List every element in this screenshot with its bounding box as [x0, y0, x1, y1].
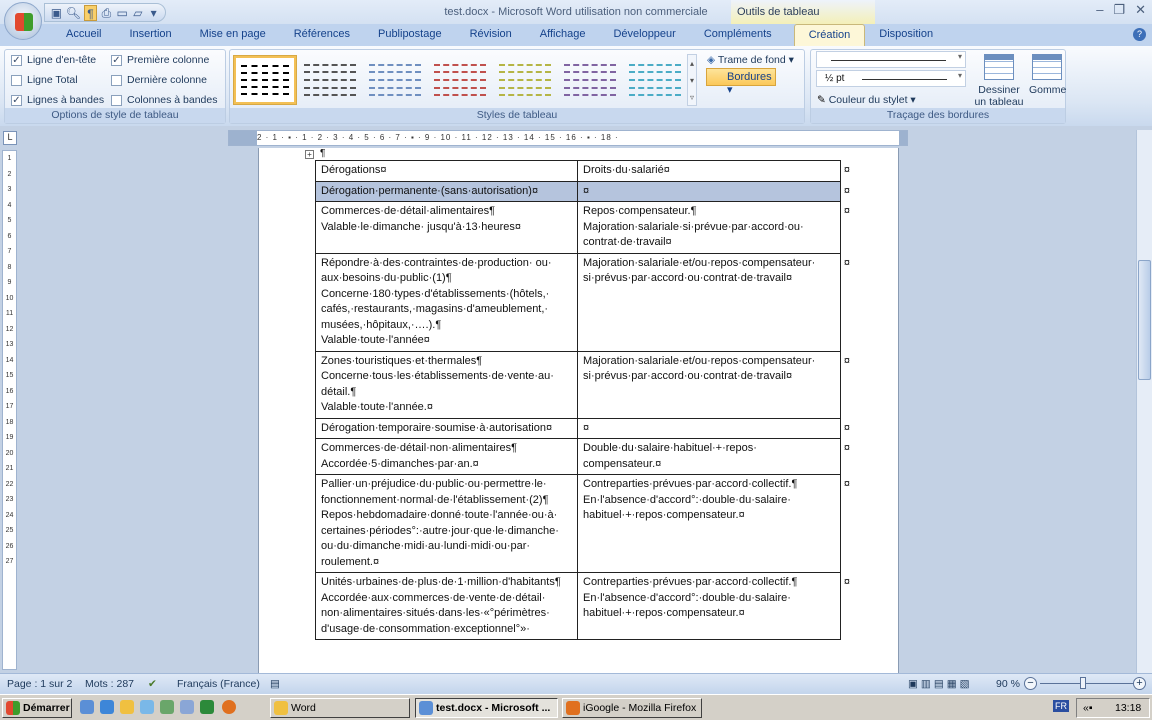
derogation-cell[interactable]	[316, 202, 578, 254]
cell-line: ¤	[583, 184, 590, 197]
proofing-icon[interactable]: ✔	[148, 678, 157, 690]
word-icon[interactable]	[180, 700, 194, 714]
cell-line: Droits·du·salarié¤	[583, 164, 670, 176]
tab-3[interactable]: Références	[293, 28, 350, 40]
derogation-cell[interactable]	[316, 253, 578, 351]
group-table-style-options	[4, 49, 226, 124]
checkbox-label: Première colonne	[127, 54, 210, 66]
ruler-tick: 22	[5, 480, 14, 488]
windows-logo-icon	[6, 701, 20, 715]
tab-7[interactable]: Développeur	[613, 28, 676, 40]
checkbox-option[interactable]	[111, 74, 207, 86]
checkbox[interactable]	[111, 95, 122, 106]
cell-line: En·l'absence·d'accord°:·double·du·salaire·	[583, 591, 791, 604]
start-button[interactable]: Démarrer	[2, 698, 72, 718]
row-end-mark: ¤	[843, 205, 850, 217]
tab-6[interactable]: Affichage	[539, 28, 586, 40]
tab-5[interactable]: Révision	[469, 28, 512, 40]
cell-line: Commerces·de·détail·alimentaires¶	[321, 205, 496, 217]
cell-line: En·l'absence·d'accord°:·double·du·salaire·	[583, 493, 791, 506]
checkbox[interactable]: ✓	[12, 54, 21, 66]
cell-line: Commerces·de·détail·non·alimentaires¶	[321, 442, 518, 454]
zoom-slider-thumb[interactable]	[1080, 677, 1086, 689]
tab-8[interactable]: Compléments	[703, 28, 772, 40]
ruler-tick: 5	[7, 217, 12, 224]
checkbox-option[interactable]	[11, 74, 78, 86]
cell-line: Majoration·salariale·et/ou·repos·compensateur·	[583, 256, 816, 269]
excel-icon[interactable]	[200, 700, 214, 714]
ruler-tick: 9	[7, 279, 12, 286]
status-bar	[0, 673, 1152, 694]
rights-cell[interactable]	[578, 475, 850, 573]
checkbox-label: Dernière colonne	[127, 74, 207, 86]
table-row[interactable]	[316, 418, 841, 439]
messenger-icon[interactable]	[160, 700, 174, 714]
line-weight-select[interactable]: ½ pt ▾	[816, 70, 966, 87]
ruler-tick: 18	[5, 418, 14, 426]
row-end-mark: ¤	[843, 256, 850, 269]
document-table[interactable]	[315, 160, 850, 640]
tab-4[interactable]: Publipostage	[377, 28, 442, 40]
cell-line: Repos·hebdomadaire·donné·toute·l'année·ou·à·	[321, 509, 558, 521]
app-icon	[274, 701, 288, 715]
ruler-tick: 27	[5, 558, 14, 565]
checkbox-label: Lignes à bandes	[27, 94, 105, 106]
ruler-tick: 7	[7, 248, 12, 255]
tab-2[interactable]: Mise en page	[199, 28, 266, 40]
row-end-mark: ¤	[843, 478, 850, 490]
zoom-level[interactable]: 90 %	[996, 678, 1020, 690]
ruler-tick: 11	[5, 310, 14, 317]
ruler-tick: 14	[5, 356, 14, 364]
checkbox-label: Ligne d'en-tête	[27, 54, 97, 66]
ruler-tick: 10	[5, 294, 14, 302]
ruler-tick: 12	[5, 325, 14, 333]
cell-line: Valable·le·dimanche· jusqu'à·13·heures¤	[321, 220, 522, 233]
checkbox[interactable]	[11, 75, 22, 86]
cell-line: Accordée·5·dimanches·par·an.¤	[321, 457, 479, 470]
office-logo-icon	[15, 13, 33, 31]
restore-icon[interactable]: ❐	[1113, 2, 1126, 17]
cell-line: cafés,·restaurants,·magasins·d'ameublement,·	[321, 303, 549, 315]
table-style-swatch[interactable]	[299, 56, 361, 104]
ruler-tick: 21	[5, 465, 14, 472]
paint-bucket-icon: ◈	[707, 54, 718, 66]
cell-line: détail.¶	[321, 385, 357, 398]
table-style-swatch[interactable]	[559, 56, 621, 104]
pen-icon: ✎	[817, 94, 829, 106]
ruler-tick: 17	[5, 403, 14, 410]
clock: 13:18	[1115, 702, 1142, 714]
rights-cell[interactable]	[578, 253, 850, 351]
cell-line: fonctionnement·normal·de·l'établissement·(2)¶	[321, 493, 549, 506]
taskbar	[0, 694, 1152, 720]
zoom-slider[interactable]	[1040, 683, 1136, 684]
table-row[interactable]	[316, 161, 841, 182]
cell-line: non·alimentaires·situés·dans·les·«°périmètres·	[321, 607, 550, 619]
table-move-handle[interactable]: +	[305, 150, 314, 159]
table-style-swatch[interactable]	[234, 56, 296, 104]
cell-line: habituel·+·repos·compensateur.¤	[583, 509, 745, 521]
group-table-styles	[229, 49, 805, 124]
tab-9[interactable]: Création	[794, 24, 866, 46]
eraser-icon	[1032, 54, 1062, 80]
row-end-mark: ¤	[843, 421, 850, 434]
pen-color-button[interactable]: ✎ Couleur du stylet ▾	[817, 94, 916, 106]
save-icon[interactable]: ▣	[50, 6, 63, 20]
ruler-toggle[interactable]: L	[3, 131, 17, 145]
cell-line: Repos·compensateur.¶	[583, 205, 697, 217]
table-row[interactable]	[316, 351, 841, 418]
customize-qat-icon[interactable]: ▾	[150, 6, 157, 20]
scrollbar-thumb[interactable]	[1138, 260, 1151, 380]
derogation-cell[interactable]	[316, 439, 578, 475]
cell-line: d'usage·de·consommation·exceptionnel°»·	[321, 622, 530, 635]
ruler-tick: 19	[5, 434, 14, 441]
cell-line: si·prévus·par·accord·ou·contrat·de·travail¤	[583, 370, 793, 382]
desktop-icon[interactable]	[80, 700, 94, 714]
vertical-scrollbar[interactable]	[1136, 130, 1152, 673]
view-buttons[interactable]: ▣▥▤▦▧	[908, 678, 973, 690]
word-count[interactable]: Mots : 287	[85, 678, 135, 690]
table-row[interactable]	[316, 181, 841, 202]
ruler-tick: 8	[7, 263, 12, 271]
cell-line: Répondre·à·des·contraintes·de·production· ou·	[321, 256, 552, 269]
table-style-swatch[interactable]	[624, 56, 686, 104]
derogation-cell[interactable]	[316, 161, 578, 182]
borders-button[interactable]: Bordures ▾	[706, 68, 776, 86]
row-end-mark: ¤	[843, 442, 850, 454]
macro-icon[interactable]: ▤	[270, 678, 280, 690]
system-tray	[1055, 698, 1150, 718]
page-count[interactable]: Page : 1 sur 2	[7, 678, 73, 690]
ribbon	[0, 46, 1152, 126]
ruler-tick: 6	[7, 232, 12, 240]
derogation-cell[interactable]	[316, 418, 578, 439]
gallery-scroll[interactable]: ▴ ▾ ▿	[687, 54, 697, 106]
rights-cell[interactable]	[578, 202, 850, 254]
derogation-cell[interactable]	[316, 475, 578, 573]
cell-line: roulement.¤	[321, 555, 380, 568]
print-icon[interactable]: ⎙	[101, 6, 112, 20]
app-icon	[566, 701, 580, 715]
rights-cell[interactable]	[578, 439, 850, 475]
checkbox-label: Colonnes à bandes	[127, 94, 218, 106]
cell-line: Dérogation·temporaire·soumise·à·autorisation¤	[321, 421, 553, 434]
ribbon-tabs	[0, 24, 1152, 46]
language[interactable]: Français (France)	[177, 678, 260, 690]
cell-line: Pallier·un·préjudice·du·public·ou·permettre·le·	[321, 478, 547, 490]
table-style-swatch[interactable]	[494, 56, 556, 104]
checkbox-label: Ligne Total	[27, 74, 78, 86]
cell-line: Dérogations¤	[321, 164, 387, 176]
cell-line: Double·du·salaire·habituel·+·repos·	[583, 442, 757, 454]
cell-line: Concerne·tous·les·établissements·de·vente·au·	[321, 370, 554, 382]
checkbox-option[interactable]	[11, 54, 96, 66]
window-title: test.docx - Microsoft Word utilisation non commerciale	[444, 6, 708, 18]
shading-button[interactable]: ◈ Trame de fond ▾	[707, 54, 794, 66]
ruler-tick: 13	[5, 341, 14, 348]
line-style-select[interactable]: ▾	[816, 51, 966, 68]
ruler-tick: 4	[7, 201, 12, 209]
derogation-cell[interactable]	[316, 181, 578, 202]
new-folder-icon[interactable]: ▱	[133, 6, 143, 20]
context-tab-title: Outils de tableau	[731, 0, 875, 24]
folder-icon[interactable]	[120, 700, 134, 714]
cell-line: musées,·hôpitaux,·….).¶	[321, 318, 442, 331]
draw-table-button[interactable]: Dessiner un tableau	[971, 54, 1027, 108]
ruler-tick: 2	[7, 170, 12, 178]
rights-cell[interactable]	[578, 181, 850, 202]
draw-table-icon	[984, 54, 1014, 80]
ruler-tick: 23	[5, 496, 14, 503]
cell-line: Contreparties·prévues·par·accord·collectif.¶	[583, 576, 798, 588]
cell-line: habituel·+·repos·compensateur.¤	[583, 607, 745, 619]
office-button[interactable]	[4, 2, 42, 40]
taskbar-word-folder[interactable]: Word	[270, 698, 410, 718]
checkbox-option[interactable]	[111, 94, 218, 106]
rights-cell[interactable]	[578, 351, 850, 418]
rights-cell[interactable]	[578, 573, 850, 640]
ruler-tick: 16	[5, 387, 14, 395]
group-label: Traçage des bordures	[811, 108, 1065, 123]
taskbar-word-doc[interactable]: test.docx - Microsoft ...	[415, 698, 558, 718]
rights-cell[interactable]	[578, 418, 850, 439]
network-icon[interactable]: «▪	[1083, 702, 1093, 714]
help-icon[interactable]: ?	[1133, 28, 1146, 41]
cell-line: si·prévus·par·accord·ou·contrat·de·travail¤	[583, 272, 793, 284]
vertical-ruler[interactable]	[2, 150, 17, 670]
ruler-tick: 26	[5, 542, 14, 550]
cell-line: Dérogation·permanente·(sans·autorisation)¤	[321, 184, 539, 197]
close-icon[interactable]: ✕	[1135, 2, 1146, 17]
cell-line: Valable·toute·l'année¤	[321, 334, 430, 346]
cell-line: Majoration·salariale·si·prévue·par·accord·ou·	[583, 220, 804, 233]
group-draw-borders	[810, 49, 1066, 124]
table-style-swatch[interactable]	[429, 56, 491, 104]
checkbox[interactable]	[111, 75, 122, 86]
ie-icon[interactable]	[100, 700, 114, 714]
cell-line: Unités·urbaines·de·plus·de·1·million·d'habitants¶	[321, 576, 561, 588]
cell-line: Majoration·salariale·et/ou·repos·compensateur·	[583, 354, 816, 367]
cell-line: Contreparties·prévues·par·accord·collectif.¶	[583, 478, 798, 490]
firefox-icon[interactable]	[222, 700, 236, 714]
table-row[interactable]	[316, 253, 841, 351]
table-row[interactable]	[316, 202, 841, 254]
tab-10[interactable]: Disposition	[879, 28, 934, 40]
zoom-out-icon[interactable]: −	[1024, 677, 1037, 690]
cell-line: ¤	[583, 421, 590, 434]
cell-line: Accordée·aux·commerces·de·vente·de·détail·	[321, 591, 546, 604]
ruler-tick: 20	[5, 449, 14, 457]
row-end-mark: ¤	[843, 184, 850, 197]
cell-line: contrat·de·travail¤	[583, 236, 672, 248]
group-label: Options de style de tableau	[5, 108, 225, 123]
checkbox-option[interactable]	[11, 94, 104, 106]
cell-line: certaines·périodes°:·autre·jour·que·le·dimanche·	[321, 524, 559, 537]
checkbox-option[interactable]	[111, 54, 209, 66]
app-icon	[419, 701, 433, 715]
taskbar-firefox[interactable]: iGoogle - Mozilla Firefox	[562, 698, 702, 718]
row-end-mark: ¤	[843, 164, 850, 176]
cell-line: Valable·toute·l'année.¤	[321, 401, 433, 413]
checkbox[interactable]: ✓	[112, 54, 121, 66]
window-controls	[1096, 2, 1146, 18]
ruler-tick: 24	[5, 511, 14, 519]
derogation-cell[interactable]	[316, 573, 578, 640]
ruler-tick: 25	[5, 527, 14, 534]
tab-1[interactable]: Insertion	[129, 28, 172, 40]
table-row[interactable]	[316, 573, 841, 640]
pilcrow-icon[interactable]: ¶	[84, 5, 97, 21]
paragraph-mark: ¶	[320, 148, 326, 159]
checkbox[interactable]: ✓	[12, 94, 21, 106]
row-end-mark: ¤	[843, 354, 850, 367]
row-end-mark: ¤	[843, 576, 850, 588]
language-indicator[interactable]: FR	[1055, 701, 1067, 711]
horizontal-ruler[interactable]: 2 · 1 · ▪ · 1 · 2 · 3 · 4 · 5 · 6 · 7 · ▪ · 9 · 10 · 11 · 12 · 13 · 14 · 15 · 16 · ▪ · 18 ·	[228, 130, 908, 146]
cell-line: compensateur.¤	[583, 457, 662, 470]
ruler-tick: 3	[7, 186, 12, 193]
table-row[interactable]	[316, 475, 841, 573]
minimize-icon[interactable]: –	[1096, 2, 1104, 17]
cell-line: ou·du·dimanche·midi·au·lundi·midi·ou·par·	[321, 540, 531, 552]
derogation-cell[interactable]	[316, 351, 578, 418]
rights-cell[interactable]	[578, 161, 850, 182]
outlook-icon[interactable]	[140, 700, 154, 714]
ruler-tick: 15	[5, 372, 14, 379]
ruler-tick: 1	[7, 155, 12, 162]
cell-line: Concerne·180·types·d'établissements·(hôtels,·	[321, 287, 550, 300]
zoom-in-icon[interactable]: +	[1133, 677, 1146, 690]
eraser-button[interactable]: Gomme	[1029, 54, 1065, 96]
open-icon[interactable]: ▭	[116, 6, 128, 20]
group-label: Styles de tableau	[230, 108, 804, 123]
table-row[interactable]	[316, 439, 841, 475]
cell-line: Zones·touristiques·et·thermales¶	[321, 354, 483, 367]
print-preview-icon[interactable]: 🔍︎	[65, 6, 81, 20]
cell-line: aux·besoins·du·public·(1)¶	[321, 272, 452, 284]
table-style-swatch[interactable]	[364, 56, 426, 104]
tab-0[interactable]: Accueil	[66, 28, 102, 40]
